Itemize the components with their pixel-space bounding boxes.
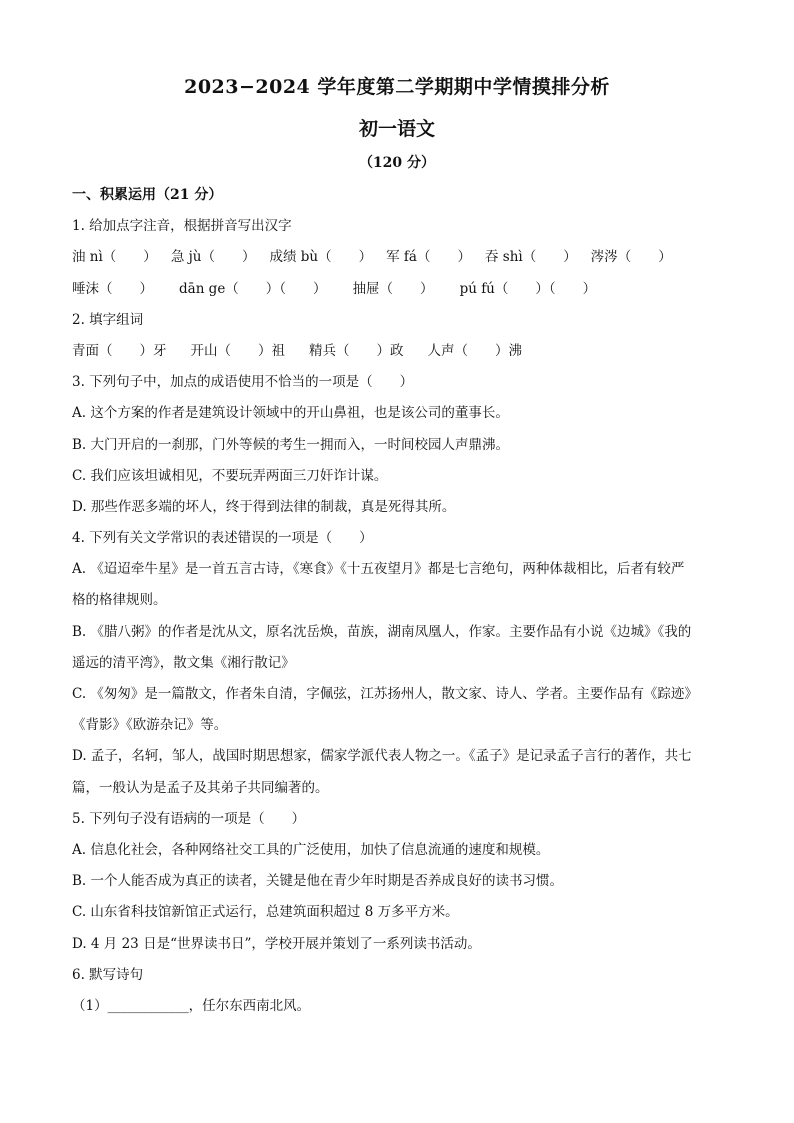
question-3-stem: 3. 下列句子中，加点的成语使用不恰当的一项是（ ）: [72, 374, 414, 391]
question-3-option-d: D. 那些作恶多端的坏人，终于得到法律的制裁，真是死得其所。: [72, 498, 456, 515]
question-4-line: 遥远的清平湾》，散文集《湘行散记》: [72, 654, 295, 671]
question-2-row: [72, 336, 722, 367]
section-heading: 一、积累运用（21 分）: [72, 187, 223, 203]
total-score: （120 分）: [358, 155, 436, 171]
pinyin-item: 急 jù（ ）: [170, 249, 256, 266]
question-6-item-1: （1）____________，任尔东西南北风。: [72, 997, 311, 1014]
idiom-item: 开山（ ）祖: [190, 342, 285, 359]
question-3-option-c: C. 我们应该坦诚相见，不要玩弄两面三刀奸诈计谋。: [72, 467, 388, 484]
question-4-line: D. 孟子，名轲，邹人，战国时期思想家，儒家学派代表人物之一。《孟子》是记录孟子言行的著作，共七: [72, 748, 692, 765]
pinyin-item: 油 nì（ ）: [72, 249, 157, 266]
question-1-row-1: [72, 242, 722, 273]
page-title: 2023−2024 学年度第二学期期中学情摸排分析: [184, 76, 610, 98]
question-4-line: 格的格律规则。: [72, 592, 167, 609]
question-6-stem: 6. 默写诗句: [72, 966, 144, 983]
question-2-stem: 2. 填字组词: [72, 311, 144, 328]
question-3-option-a: A. 这个方案的作者是建筑设计领域中的开山鼻祖，也是该公司的董事长。: [72, 405, 509, 422]
pinyin-item: pú fú（ ）（ ）: [459, 280, 597, 297]
page-subtitle: 初一语文: [358, 118, 435, 140]
question-5-option-c: C. 山东省科技馆新馆正式运行，总建筑面积超过 8 万多平方米。: [72, 904, 459, 921]
pinyin-item: 军 fá（ ）: [386, 249, 471, 266]
exam-content: [72, 180, 722, 1022]
question-1-stem: 1. 给加点字注音，根据拼音写出汉字: [72, 218, 292, 235]
pinyin-item: 吞 shì（ ）: [484, 249, 577, 266]
question-4-line: A. 《迢迢牵牛星》是一首五言古诗，《寒食》《十五夜望月》都是七言绝句，两种体裁相比，后者有较严: [72, 561, 685, 578]
idiom-item: 青面（ ）牙: [72, 342, 167, 359]
question-5-option-a: A. 信息化社会，各种网络社交工具的广泛使用，加快了信息流通的速度和规模。: [72, 841, 550, 858]
question-3-option-b: B. 大门开启的一刹那，门外等候的考生一拥而入，一时间校园人声鼎沸。: [72, 436, 510, 453]
question-4-line: B. 《腊八粥》的作者是沈从文，原名沈岳焕，苗族，湖南凤凰人，作家。主要作品有小说《边城》《我的: [72, 623, 692, 640]
question-4-line: C. 《匆匆》是一篇散文，作者朱自清，字佩弦，江苏扬州人，散文家、诗人、学者。主要作品有《踪迹》: [72, 686, 698, 702]
idiom-item: 精兵（ ）政: [309, 342, 404, 359]
idiom-item: 人声（ ）沸: [427, 342, 522, 359]
question-4-stem: 4. 下列有关文学常识的表述错误的一项是（ ）: [72, 530, 373, 547]
pinyin-item: 涔涔（ ）: [590, 249, 672, 266]
question-4-line: 《背影》《欧游杂记》等。: [72, 717, 228, 734]
question-5-stem: 5. 下列句子没有语病的一项是（ ）: [72, 810, 306, 827]
question-5-option-b: B. 一个人能否成为真正的读者，关键是他在青少年时期是否养成良好的读书习惯。: [72, 873, 564, 890]
question-4-line: 篇，一般认为是孟子及其弟子共同编著的。: [72, 779, 329, 796]
question-5-option-d: D. 4 月 23 日是“世界读书日”，学校开展并策划了一系列读书活动。: [72, 935, 481, 952]
pinyin-item: 唾沫（ ）: [72, 280, 153, 297]
pinyin-item: 成绩 bù（ ）: [269, 249, 373, 266]
pinyin-item: 抽屉（ ）: [352, 280, 434, 297]
question-1-row-2: [72, 274, 722, 305]
pinyin-item: dān ge（ ）（ ）: [179, 280, 327, 297]
